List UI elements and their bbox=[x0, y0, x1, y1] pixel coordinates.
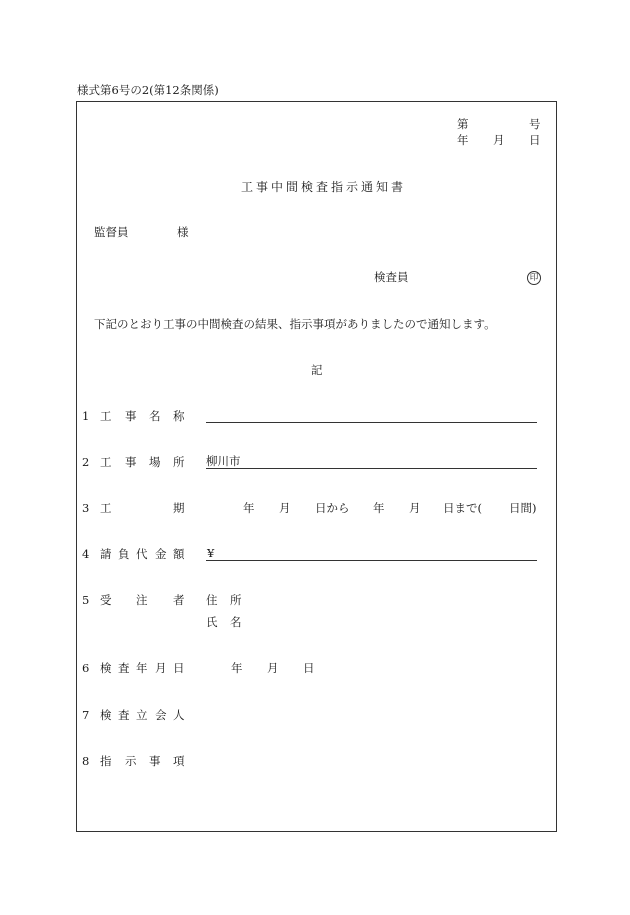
seal-mark: 印 bbox=[527, 271, 541, 285]
header-day: 日 bbox=[529, 133, 541, 147]
item-2-label-char: 事 bbox=[125, 455, 137, 469]
construction-location-field[interactable] bbox=[206, 454, 537, 469]
item-8-label-char: 事 bbox=[149, 754, 161, 768]
header-dai: 第 bbox=[457, 117, 469, 131]
item-6-label-char: 日 bbox=[173, 661, 185, 675]
form-number-label: 様式第6号の2(第12条関係) bbox=[77, 83, 219, 97]
inspection-day: 日 bbox=[303, 661, 315, 675]
item-4-label-char: 額 bbox=[173, 547, 185, 561]
item-3-number: 3 bbox=[82, 501, 90, 515]
item-5-number: 5 bbox=[82, 593, 90, 607]
construction-name-field[interactable] bbox=[206, 408, 537, 423]
item-2-label-char: 工 bbox=[100, 455, 112, 469]
contractor-address-label-char: 所 bbox=[230, 593, 242, 607]
addressee-role: 監督員 bbox=[94, 225, 129, 239]
item-1-label-char: 事 bbox=[125, 409, 137, 423]
item-8-label-char: 示 bbox=[125, 754, 137, 768]
item-6-label-char: 年 bbox=[136, 661, 148, 675]
item-6-label-char: 査 bbox=[118, 661, 130, 675]
item-3-label-char: 工 bbox=[100, 501, 112, 515]
item-7-label-char: 会 bbox=[155, 708, 167, 722]
item-7-label-char: 人 bbox=[173, 708, 185, 722]
item-6-label-char: 検 bbox=[100, 661, 112, 675]
item-5-label-char: 受 bbox=[100, 593, 112, 607]
contractor-name-label-char: 氏 bbox=[206, 615, 218, 629]
item-1-number: 1 bbox=[82, 409, 90, 423]
item-2-number: 2 bbox=[82, 455, 90, 469]
item-4-label-char: 請 bbox=[100, 547, 112, 561]
item-7-label-char: 立 bbox=[136, 708, 148, 722]
inspection-year: 年 bbox=[231, 661, 243, 675]
item-8-number: 8 bbox=[82, 754, 90, 768]
yen-symbol: ¥ bbox=[207, 545, 215, 560]
item-6-number: 6 bbox=[82, 661, 90, 675]
item-2-label-char: 所 bbox=[173, 455, 185, 469]
period-start-day: 日から bbox=[315, 501, 350, 515]
item-2-label-char: 場 bbox=[149, 455, 161, 469]
header-year: 年 bbox=[457, 133, 469, 147]
period-start-month: 月 bbox=[279, 501, 291, 515]
period-end-year: 年 bbox=[373, 501, 385, 515]
addressee-honorific: 様 bbox=[177, 225, 189, 239]
contractor-address-label-char: 住 bbox=[206, 593, 218, 607]
period-end-day: 日まで( bbox=[443, 501, 482, 515]
period-start-year: 年 bbox=[243, 501, 255, 515]
item-4-number: 4 bbox=[82, 547, 90, 561]
item-3-label-char: 期 bbox=[173, 501, 185, 515]
item-7-label-char: 査 bbox=[118, 708, 130, 722]
period-days: 日間) bbox=[509, 501, 537, 515]
construction-location-value: 柳川市 bbox=[206, 453, 241, 468]
item-7-number: 7 bbox=[82, 708, 90, 722]
item-4-label-char: 負 bbox=[118, 547, 130, 561]
inspection-month: 月 bbox=[267, 661, 279, 675]
contract-amount-field[interactable] bbox=[206, 546, 537, 561]
header-month: 月 bbox=[493, 133, 505, 147]
item-5-label-char: 注 bbox=[136, 593, 148, 607]
item-8-label-char: 項 bbox=[173, 754, 185, 768]
item-7-label-char: 検 bbox=[100, 708, 112, 722]
ki-heading: 記 bbox=[311, 363, 323, 377]
item-4-label-char: 代 bbox=[136, 547, 148, 561]
document-title: 工事中間検査指示通知書 bbox=[241, 180, 407, 194]
item-5-label-char: 者 bbox=[173, 593, 185, 607]
item-6-label-char: 月 bbox=[155, 661, 167, 675]
item-4-label-char: 金 bbox=[155, 547, 167, 561]
contractor-name-label-char: 名 bbox=[230, 615, 242, 629]
notice-body-text: 下記のとおり工事の中間検査の結果、指示事項がありましたので通知します。 bbox=[94, 317, 496, 331]
item-1-label-char: 工 bbox=[100, 409, 112, 423]
item-1-label-char: 称 bbox=[173, 409, 185, 423]
item-1-label-char: 名 bbox=[149, 409, 161, 423]
header-go: 号 bbox=[529, 117, 541, 131]
period-end-month: 月 bbox=[409, 501, 421, 515]
inspector-label: 検査員 bbox=[374, 270, 409, 284]
item-8-label-char: 指 bbox=[100, 754, 112, 768]
